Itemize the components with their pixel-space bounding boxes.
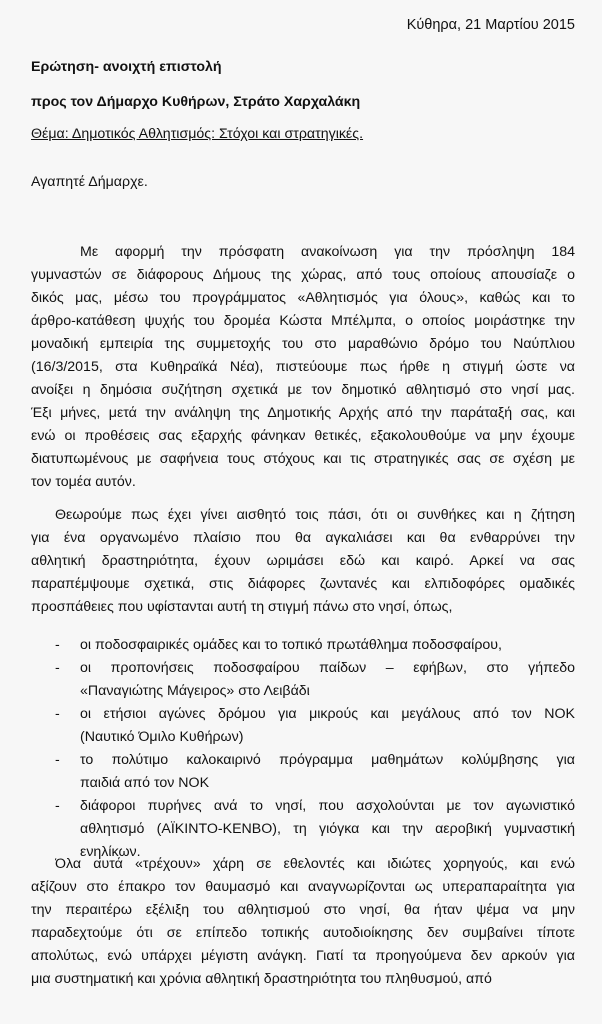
bullet-item-line: αθλητισμό (ΑΪΚΙΝΤΟ-ΚΕΝΒΟ), τη γιόγκα και την αεροβική γυμναστική: [80, 821, 575, 837]
bullet-item-line: οι προπονήσεις ποδοσφαίρου παίδων – εφήβων, στο γήπεδο: [80, 660, 575, 676]
letter-date: Κύθηρα, 21 Μαρτίου 2015: [406, 17, 575, 33]
bullet-item-line: οι ποδοσφαιρικές ομάδες και το τοπικό πρωτάθλημα ποδοσφαίρου,: [80, 637, 502, 653]
letter-subject: Θέμα: Δημοτικός Αθλητισμός: Στόχοι και στρατηγικές.: [31, 126, 364, 142]
letter-title: Ερώτηση- ανοιχτή επιστολή: [31, 59, 222, 75]
paragraph-line: αξίζουν στο έπακρο τον θαυμασμό και αναγνωρίζονται ως υπεραπαραίτητα για: [31, 879, 575, 895]
paragraph-line: μοναδική εμπειρία της συμμετοχής του στο μαραθώνιο δρόμο του Ναύπλιου: [31, 336, 575, 352]
bullet-item-line: το πολύτιμο καλοκαιρινό πρόγραμμα μαθημάτων κολύμβησης για: [80, 752, 575, 768]
paragraph-line: για ένα οργανωμένο πλαίσιο που θα αγκαλιάσει και θα ενθαρρύνει την: [31, 530, 575, 546]
paragraph-line: ανοίξει η δημόσια συζήτηση σχετικά με τον δημοτικό αθλητισμό στο νησί μας.: [31, 382, 575, 398]
bullet-dash: -: [55, 706, 60, 722]
paragraph-line: απολύτως, ενώ υπάρχει μέγιστη ανάγκη. Γιατί τα προηγούμενα δεν αρκούν για: [31, 948, 575, 964]
paragraph-line: Έξι μήνες, μετά την ανάληψη της Δημοτικής Αρχής από την παράταξή σας, και: [31, 405, 575, 421]
bullet-item-line: «Παναγιώτης Μάγειρος» στο Λειβάδι: [80, 683, 310, 699]
paragraph-line: παραπέμψουμε σχετικά, στις διάφορες ζωντανές και ελπιδοφόρες ομαδικές: [31, 576, 575, 592]
bullet-dash: -: [55, 798, 60, 814]
paragraph-line: γυμναστών σε διάφορους Δήμους της χώρας, από τους οποίους απουσίαζε ο: [31, 267, 575, 283]
bullet-item-line: (Ναυτικό Όμιλο Κυθήρων): [80, 729, 244, 745]
paragraph-line: δικός μας, μέσω του προγράμματος «Αθλητισμός για όλους», καθώς και το: [31, 290, 575, 306]
bullet-item-line: οι ετήσιοι αγώνες δρόμου για μικρούς και μεγάλους από τον ΝΟΚ: [80, 706, 575, 722]
paragraph-line: (16/3/2015, στα Κυθηραϊκά Νέα), πιστεύουμε πως ήρθε η στιγμή ώστε να: [31, 359, 575, 375]
paragraph-line: μια συστηματική και χρόνια αθλητική δραστηριότητα του πληθυσμού, από: [31, 971, 492, 987]
bullet-dash: -: [55, 637, 60, 653]
paragraph-line: αθλητική δραστηριότητα, έχουν ωριμάσει εδώ και καιρό. Αρκεί να σας: [31, 553, 575, 569]
paragraph-line: προσπάθειες που υφίστανται αυτή τη στιγμή πάνω στο νησί, όπως,: [31, 599, 453, 615]
bullet-item-line: διάφοροι πυρήνες ανά το νησί, που ασχολούνται με τον αγωνιστικό: [80, 798, 575, 814]
paragraph-line: Όλα αυτά «τρέχουν» χάρη σε εθελοντές και ιδιώτες χορηγούς, και ενώ: [55, 856, 575, 872]
letter-addressee: προς τον Δήμαρχο Κυθήρων, Στράτο Χαρχαλάκη: [31, 94, 361, 110]
paragraph-line: παραδεχτούμε ότι σε επίπεδο τοπικής αυτοδιοίκησης δεν συμβαίνει τίποτε: [31, 925, 575, 941]
paragraph-line: άρθρο-κατάθεση ψυχής του δρομέα Κώστα Μπέλμπα, ο οποίος μοιράστηκε την: [31, 313, 575, 329]
bullet-dash: -: [55, 752, 60, 768]
bullet-dash: -: [55, 660, 60, 676]
paragraph-line: την περαιτέρω εξέλιξη του αθλητισμού στο νησί, θα ήταν ψέμα να μην: [31, 902, 575, 918]
paragraph-line: Με αφορμή την πρόσφατη ανακοίνωση για την πρόσληψη 184: [80, 244, 575, 260]
bullet-item-line: ενηλίκων.: [80, 844, 141, 860]
paragraph-line: τον τομέα αυτόν.: [31, 474, 136, 490]
paragraph-line: ενώ οι προθέσεις σας εξαρχής φάνηκαν θετικές, εξακολουθούμε να μην έχουμε: [31, 428, 575, 444]
greeting: Αγαπητέ Δήμαρχε.: [31, 174, 148, 190]
paragraph-line: διατυπωμένους με σαφήνεια τους στόχους και τις στρατηγικές σας σε σχέση με: [31, 451, 575, 467]
bullet-item-line: παιδιά από τον ΝΟΚ: [80, 775, 210, 791]
paragraph-line: Θεωρούμε πως έχει γίνει αισθητό τοις πάσι, ότι οι συνθήκες και η ζήτηση: [55, 507, 575, 523]
